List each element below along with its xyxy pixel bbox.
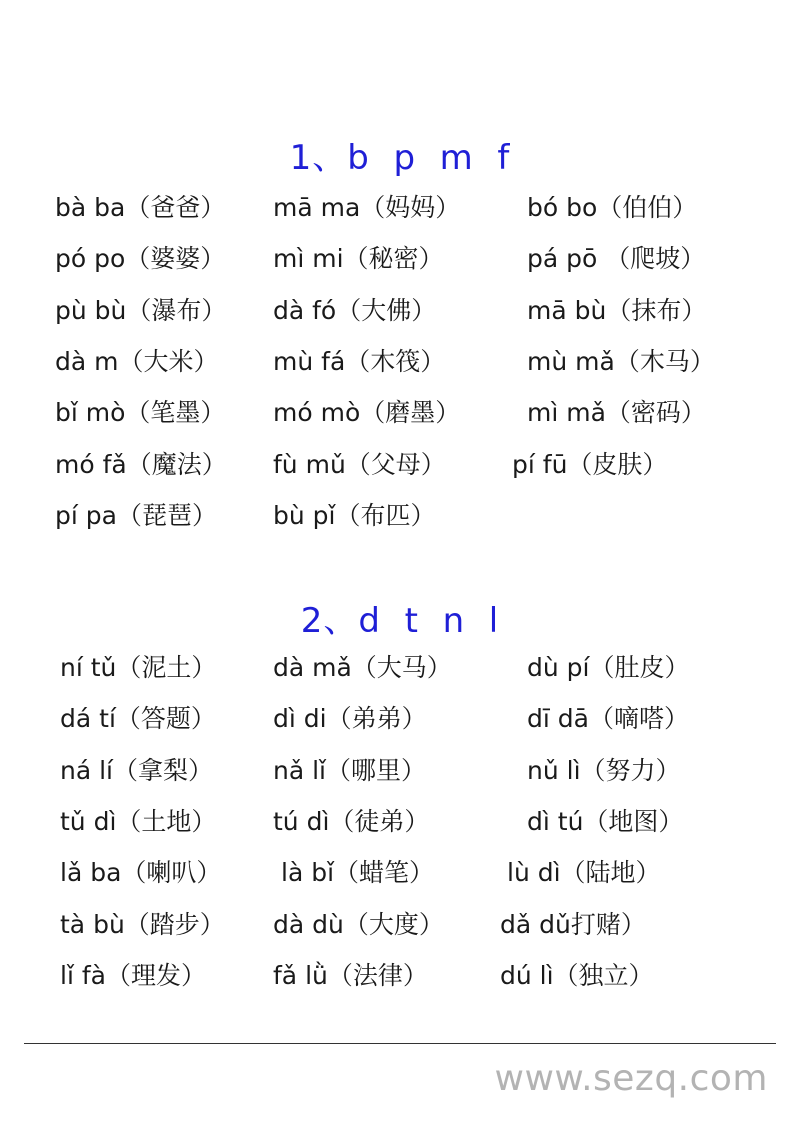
word-row <box>0 188 800 228</box>
pinyin-word: mù mǎ（木马） <box>527 346 715 376</box>
pinyin-word: lǐ fà（理发） <box>60 960 206 990</box>
pinyin-word: lù dì（陆地） <box>507 858 661 888</box>
pinyin-word: dù pí（肚皮） <box>527 653 690 682</box>
pinyin-word: là bǐ（蜡笔） <box>281 858 435 888</box>
pinyin-word: mó mò（磨墨） <box>273 398 461 428</box>
pinyin-word: ná lí（拿梨） <box>60 755 214 785</box>
pinyin-word: pí pa（琵琶） <box>55 500 217 530</box>
pinyin-word: bǐ mò（笔墨） <box>55 398 226 428</box>
pinyin-word: dī dā（嘀嗒） <box>527 704 689 734</box>
pinyin-word: fǎ lǜ（法律） <box>273 960 428 990</box>
pinyin-word: tǔ dì（土地） <box>60 806 217 836</box>
word-row <box>0 393 800 433</box>
pinyin-word: fù mǔ（父母） <box>273 449 446 479</box>
pinyin-word: pù bù（瀑布） <box>55 295 227 325</box>
word-row <box>0 905 800 945</box>
section-1-title: 1、b p m f <box>289 138 511 178</box>
pinyin-word: pó po（婆婆） <box>55 244 226 274</box>
pinyin-word: mù fá（木筏） <box>273 346 446 376</box>
pinyin-word: dà mǎ（大马） <box>273 653 452 682</box>
word-row <box>0 496 800 536</box>
word-row <box>0 291 800 331</box>
pinyin-word: dǎ dǔ打赌） <box>500 909 646 939</box>
pinyin-word: mì mǎ（密码） <box>527 398 706 428</box>
word-row <box>0 956 800 996</box>
pinyin-word: bó bo（伯伯） <box>527 193 698 222</box>
pinyin-word: dà m（大米） <box>55 346 219 376</box>
pinyin-word: mā bù（抹布） <box>527 295 707 325</box>
pinyin-word: pí fū（皮肤） <box>512 449 668 479</box>
word-row <box>0 342 800 382</box>
word-row <box>0 853 800 893</box>
pinyin-word: dì di（弟弟） <box>273 704 427 734</box>
pinyin-word: dì tú（地图） <box>527 806 684 836</box>
pinyin-word: dà fó（大佛） <box>273 295 437 325</box>
pinyin-word: tú dì（徒弟） <box>273 806 430 836</box>
pinyin-word: bà ba（爸爸） <box>55 193 226 222</box>
pinyin-word: nǔ lì（努力） <box>527 755 681 785</box>
pinyin-word: nǎ lǐ（哪里） <box>273 755 427 785</box>
word-row <box>0 802 800 842</box>
pinyin-word: bù pǐ（布匹） <box>273 500 436 530</box>
word-row <box>0 239 800 279</box>
pinyin-word: dú lì（独立） <box>500 960 654 990</box>
section-2-title: 2、d t n l <box>300 601 500 641</box>
pinyin-word: ní tǔ（泥土） <box>60 653 217 682</box>
word-row <box>0 445 800 485</box>
pinyin-word: tà bù（踏步） <box>60 909 225 939</box>
word-row <box>0 699 800 739</box>
word-row <box>0 751 800 791</box>
pinyin-word: mā ma（妈妈） <box>273 193 461 222</box>
pinyin-word: mì mi（秘密） <box>273 244 444 274</box>
footer-watermark: www.sezq.com <box>494 1058 768 1099</box>
pinyin-word: dà dù（大度） <box>273 909 444 939</box>
pinyin-word: pá pō （爬坡） <box>527 244 706 274</box>
pinyin-word: lǎ ba（喇叭） <box>60 858 222 888</box>
footer-divider <box>24 1043 776 1044</box>
pinyin-word: mó fǎ（魔法） <box>55 449 227 479</box>
pinyin-word: dá tí（答题） <box>60 704 216 734</box>
word-row <box>0 648 800 688</box>
